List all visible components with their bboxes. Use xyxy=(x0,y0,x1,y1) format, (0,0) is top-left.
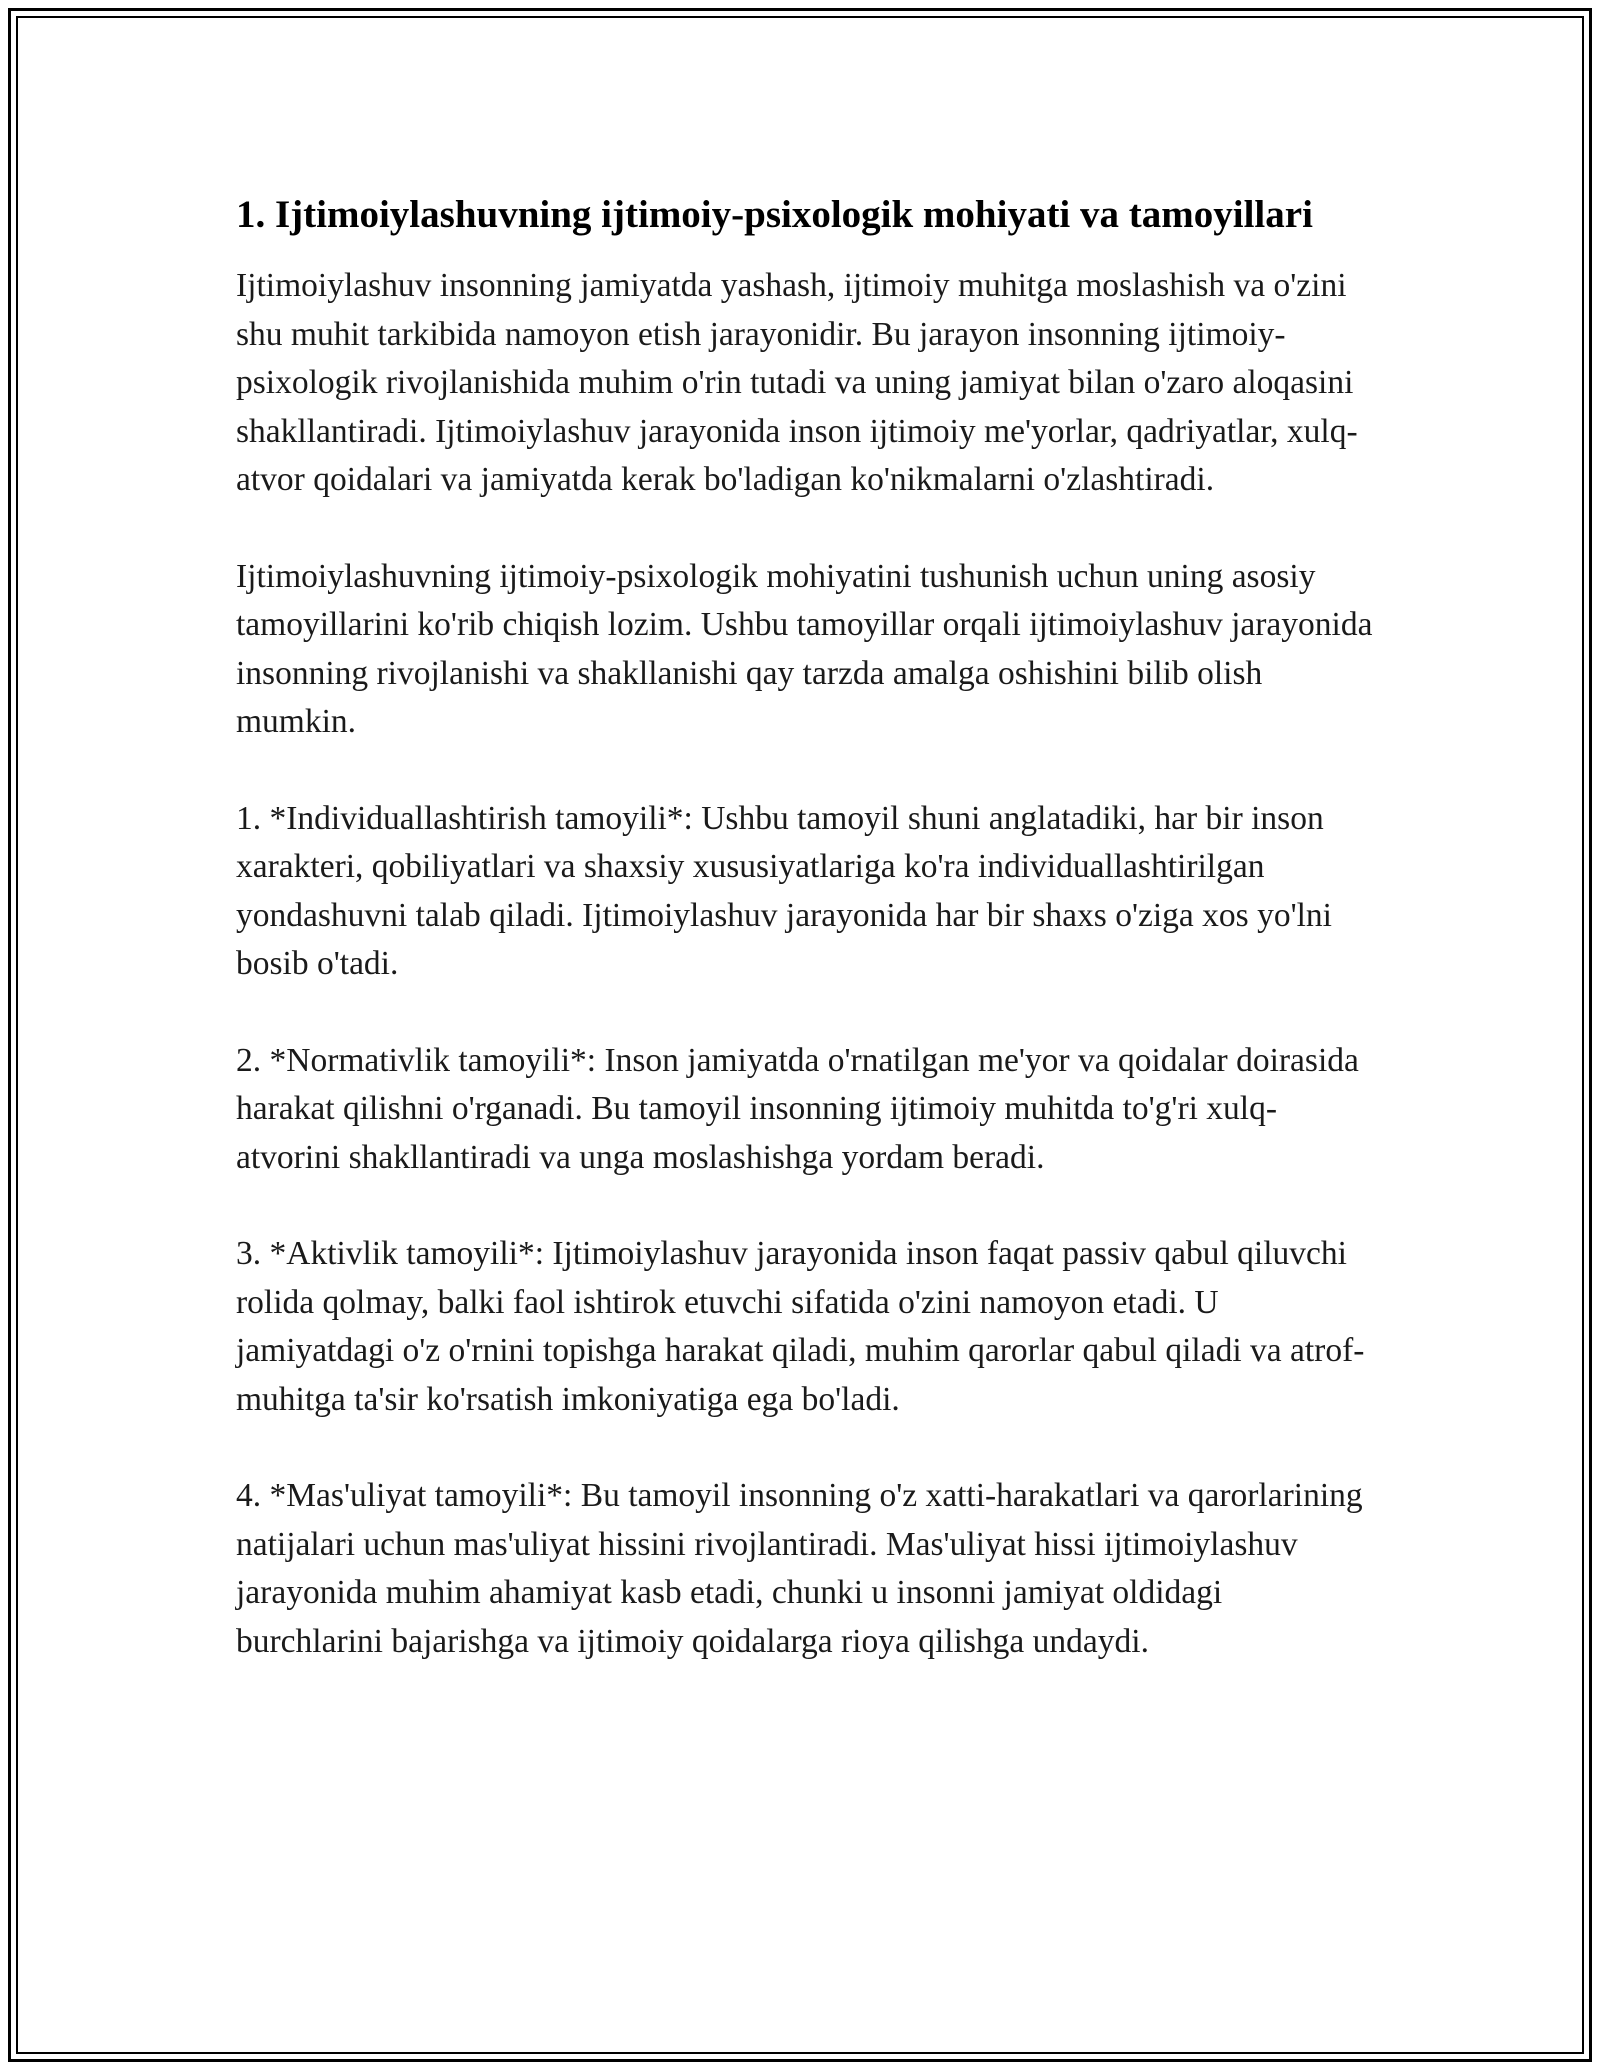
paragraph-principle-normativity: 2. *Normativlik tamoyili*: Inson jamiyatda o'rnatilgan me'yor va qoidalar doirasida harakat qilishni o'rganadi. Bu tamoyil insonning ijtimoiy muhitda to'g'ri xulq-atvorini shakllantiradi va unga moslashishga yordam beradi. xyxy=(236,1041,1359,1176)
paragraph-principle-responsibility: 4. *Mas'uliyat tamoyili*: Bu tamoyil insonning o'z xatti-harakatlari va qarorlarining natijalari uchun mas'uliyat hissini rivojlantiradi. Mas'uliyat hissi ijtimoiylashuv jarayonida muhim ahamiyat kasb etadi, chunki u insonni jamiyat oldidagi burchlarini bajarishga va ijtimoiy qoidalarga rioya qilishga undaydi. xyxy=(236,1477,1363,1660)
section-heading: 1. Ijtimoiylashuvning ijtimoiy-psixologik mohiyati va tamoyillari xyxy=(236,193,1313,236)
paragraph-essence: Ijtimoiylashuvning ijtimoiy-psixologik mohiyatini tushunish uchun uning asosiy tamoyillarini ko'rib chiqish lozim. Ushbu tamoyillar orqali ijtimoiylashuv jarayonida insonning rivojlanishi va shakllanishi qay tarzda amalga oshishini bilib olish mumkin. xyxy=(236,557,1373,740)
paragraph-principle-activity: 3. *Aktivlik tamoyili*: Ijtimoiylashuv jarayonida inson faqat passiv qabul qiluvchi rolida qolmay, balki faol ishtirok etuvchi sifatida o'zini namoyon etadi. U jamiyatdagi o'z o'rnini topishga harakat qiladi, muhim qarorlar qabul qiladi va atrof-muhitga ta'sir ko'rsatish imkoniyatiga ega bo'ladi. xyxy=(236,1235,1365,1418)
paragraph-intro: Ijtimoiylashuv insonning jamiyatda yashash, ijtimoiy muhitga moslashish va o'zini shu muhit tarkibida namoyon etish jarayonidir. Bu jarayon insonning ijtimoiy-psixologik rivojlanishida muhim o'rin tutadi va uning jamiyat bilan o'zaro aloqasini shakllantiradi. Ijtimoiylashuv jarayonida inson ijtimoiy me'yorlar, qadriyatlar, xulq-atvor qoidalari va jamiyatda kerak bo'ladigan ko'nikmalarni o'zlashtiradi. xyxy=(236,267,1358,498)
paragraph-principle-individualization: 1. *Individuallashtirish tamoyili*: Ushbu tamoyil shuni anglatadiki, har bir inson xarakteri, qobiliyatlari va shaxsiy xususiyatlariga ko'ra individuallashtirilgan yondashuvni talab qiladi. Ijtimoiylashuv jarayonida har bir shaxs o'ziga xos yo'lni bosib o'tadi. xyxy=(236,799,1332,982)
document-body xyxy=(236,188,1376,1714)
